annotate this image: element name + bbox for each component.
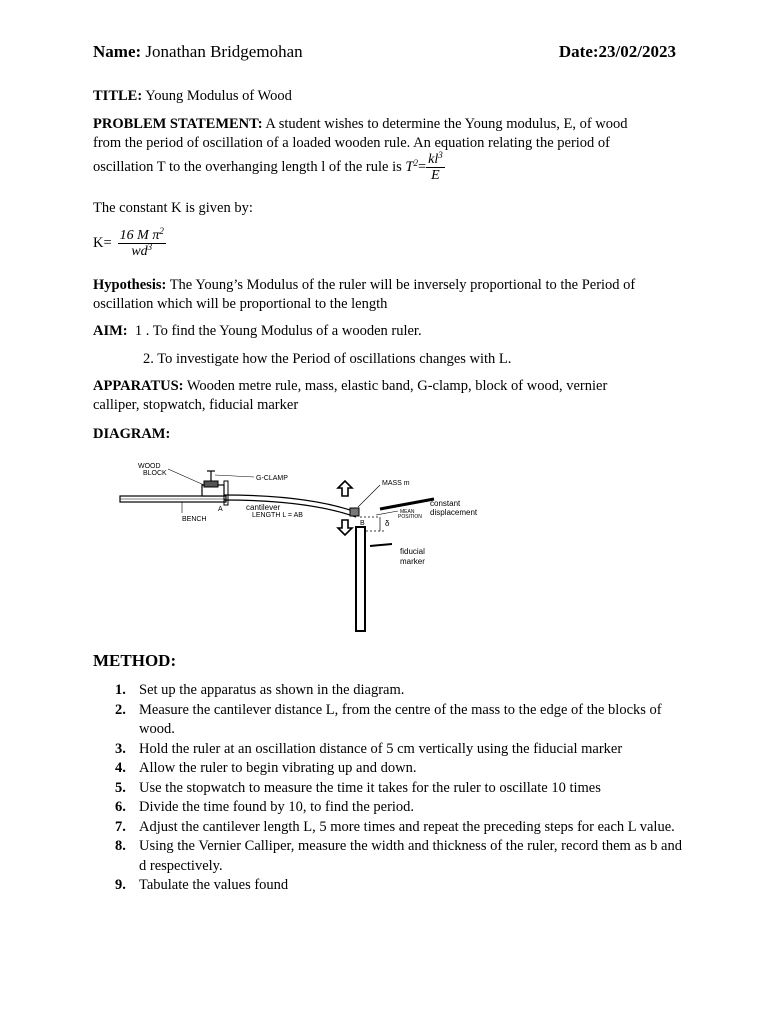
label-marker: marker: [400, 557, 425, 566]
label-fiducial: fiducial: [400, 547, 425, 556]
equation-fraction: $\frac{kl^3}{E}$: [428, 150, 443, 183]
label-cantilever-length: LENGTH L = AB: [252, 512, 303, 519]
student-name: Name: Jonathan Bridgemohan: [93, 42, 303, 61]
label-mass: MASS m: [382, 480, 410, 487]
method-title: METHOD:: [93, 651, 177, 670]
method-step: 6. Divide the time found by 10, to find the period.: [115, 799, 415, 815]
up-arrow-icon: [338, 481, 352, 496]
hypothesis: Hypothesis: The Young’s Modulus of the ruler will be inversely proportional to the Period of oscillation which will be proportional to the length: [93, 277, 636, 312]
method-step: 8. Using the Vernier Calliper, measure the width and thickness of the ruler, record them as b and d respectively.: [115, 838, 682, 874]
label-wood: WOOD: [138, 463, 161, 470]
equation-lhs: $T^2$: [405, 157, 418, 175]
constant-displacement-marker: [380, 499, 434, 509]
label-mean: MEAN: [400, 509, 415, 515]
method-step: 5. Use the stopwatch to measure the time it takes for the ruler to oscillate 10 times: [115, 779, 601, 796]
label-cantilever: cantilever: [246, 503, 281, 512]
label-block: BLOCK: [143, 470, 167, 477]
fiducial-marker-shape: [370, 544, 392, 546]
mass-shape: [350, 508, 359, 516]
aim-line-2: 2. To investigate how the Period of oscillations changes with L.: [143, 351, 512, 367]
aim-line-1: AIM: 1 . To find the Young Modulus of a wooden ruler.: [93, 323, 422, 339]
problem-statement: PROBLEM STATEMENT: A student wishes to determine the Young modulus, E, of wood from the period of oscillation of a loaded wooden rule. An equation relating the period of: [93, 116, 628, 151]
constant-fraction: $\frac{16 M \pi^2}{wd^3}$: [119, 226, 164, 259]
label-g-clamp: G-CLAMP: [256, 475, 288, 482]
method-step: 4. Allow the ruler to begin vibrating up and down.: [115, 760, 417, 776]
apparatus: APPARATUS: Wooden metre rule, mass, elastic band, G-clamp, block of wood, vernier calliper, stopwatch, fiducial marker: [93, 378, 608, 413]
title-line: TITLE: Young Modulus of Wood: [93, 88, 292, 104]
problem-equation-line: oscillation T to the overhanging length l of the rule is $T^2=$ $\frac{kl^3}{E}$: [93, 150, 443, 183]
g-clamp-shape: [204, 481, 218, 487]
method-step: 1. Set up the apparatus as shown in the diagram.: [115, 682, 405, 698]
label-constant: constant: [430, 499, 461, 508]
label-displacement: displacement: [430, 508, 478, 517]
method-step: 2. Measure the cantilever distance L, from the centre of the mass to the edge of the blocks of wood.: [115, 701, 662, 737]
header: [93, 42, 676, 66]
constant-intro: The constant K is given by:: [93, 200, 253, 216]
label-point-a: A: [218, 506, 223, 513]
label-position: POSITION: [398, 514, 422, 520]
down-arrow-icon: [338, 520, 352, 535]
report-date: Date:23/02/2023: [558, 42, 676, 61]
method-step: 9. Tabulate the values found: [115, 877, 289, 893]
method-steps: [93, 681, 683, 896]
label-delta: δ: [385, 519, 390, 528]
label-bench: BENCH: [182, 516, 207, 523]
constant-formula: K= $\frac{16 M \pi^2}{wd^3}$: [93, 226, 164, 259]
label-point-b: B: [360, 520, 365, 527]
apparatus-diagram: [118, 455, 508, 635]
fiducial-post-shape: [356, 527, 365, 631]
diagram-label: DIAGRAM:: [93, 426, 171, 442]
method-step: 7. Adjust the cantilever length L, 5 more times and repeat the preceding steps for each L value.: [115, 818, 675, 835]
method-step: 3. Hold the ruler at an oscillation distance of 5 cm vertically using the fiducial marker: [115, 740, 623, 757]
